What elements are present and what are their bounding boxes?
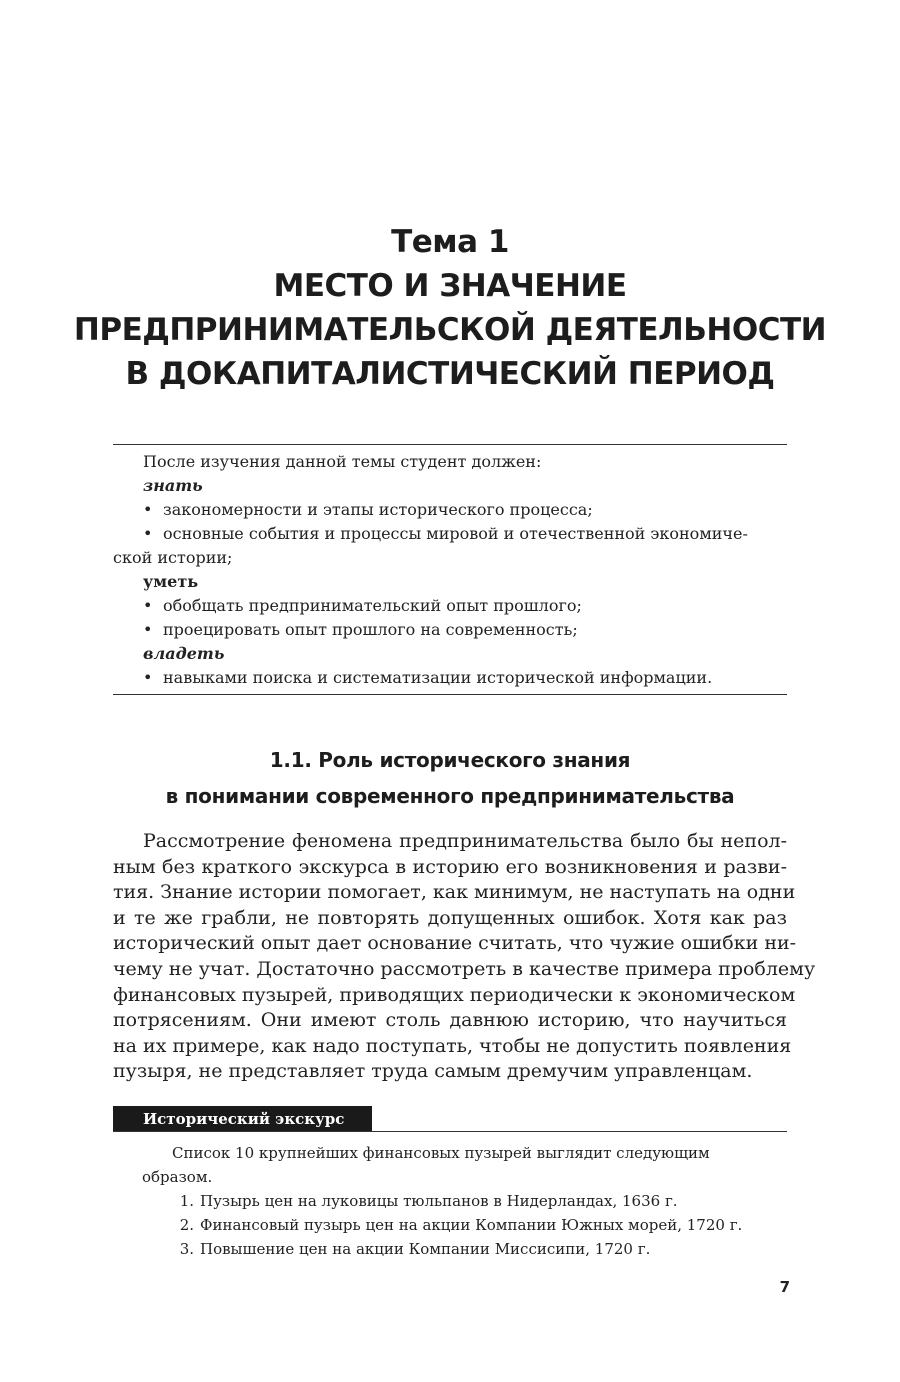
section-title	[0, 742, 900, 814]
paragraph-line: потрясениям. Они имеют столь давнюю историю, что научиться	[113, 1009, 787, 1032]
chapter-label: Тема 1	[391, 224, 509, 260]
list-item: • проецировать опыт прошлого на современность;	[113, 618, 787, 642]
excursus-content	[142, 1141, 772, 1261]
chapter-title-line: МЕСТО И ЗНАЧЕНИЕ	[273, 268, 627, 304]
excursus-heading: Исторический экскурс	[113, 1106, 372, 1132]
paragraph-line: чему не учат. Достаточно рассмотреть в качестве примера проблему	[113, 957, 816, 980]
page-number: 7	[779, 1278, 790, 1296]
list-item: • закономерности и этапы исторического процесса;	[113, 498, 787, 522]
paragraph-line: и те же грабли, не повторять допущенных ошибок. Хотя как раз	[113, 906, 787, 929]
item-number: 2.	[179, 1216, 194, 1234]
item-text: Финансовый пузырь цен на акции Компании Южных морей, 1720 г.	[200, 1216, 743, 1234]
goals-know-label: знать	[143, 476, 203, 495]
goals-own-label: владеть	[143, 644, 225, 663]
item-text: Пузырь цен на луковицы тюльпанов в Нидерландах, 1636 г.	[200, 1192, 678, 1210]
chapter-title-line: ПРЕДПРИНИМАТЕЛЬСКОЙ ДЕЯТЕЛЬНОСТИ	[73, 312, 827, 348]
item-text: Повышение цен на акции Компании Миссисипи, 1720 г.	[200, 1240, 651, 1258]
bullet-icon: •	[143, 668, 153, 687]
paragraph-line: ным без краткого экскурса в историю его возникновения и разви-	[113, 855, 787, 878]
paragraph-line: Рассмотрение феномена предпринимательства было бы непол-	[143, 830, 787, 852]
goals-bottom-rule	[113, 694, 787, 695]
paragraph-line: пузыря, не представляет труда самым дремучим управленцам.	[113, 1060, 753, 1083]
bullet-icon: •	[143, 620, 153, 639]
chapter-title-line: В ДОКАПИТАЛИСТИЧЕСКИЙ ПЕРИОД	[125, 356, 775, 392]
learning-goals	[113, 450, 787, 690]
section-title-line: 1.1. Роль исторического знания	[269, 748, 631, 772]
goals-can-label: уметь	[143, 572, 199, 591]
list-item: • обобщать предпринимательский опыт прошлого;	[113, 594, 787, 618]
excursus-intro-line: Список 10 крупнейших финансовых пузырей выглядит следующим	[172, 1144, 710, 1162]
goals-top-rule	[113, 444, 787, 445]
chapter-title	[0, 220, 900, 396]
item-number: 3.	[179, 1240, 194, 1258]
list-item-continuation: ской истории;	[113, 548, 233, 567]
goals-intro: После изучения данной темы студент должен:	[143, 452, 542, 471]
bullet-icon: •	[143, 596, 153, 615]
list-item	[172, 1237, 772, 1261]
list-item	[172, 1189, 772, 1213]
bullet-icon: •	[143, 500, 153, 519]
paragraph-line: исторический опыт дает основание считать, что чужие ошибки ни-	[113, 932, 797, 955]
excursus-rule	[113, 1131, 787, 1132]
body-paragraph	[113, 829, 816, 1085]
list-item	[172, 1213, 772, 1237]
list-item: • основные события и процессы мировой и отечественной экономиче-	[113, 522, 787, 546]
bullet-icon: •	[143, 524, 153, 543]
excursus-intro-line: образом.	[142, 1168, 213, 1186]
section-title-line: в понимании современного предпринимательства	[165, 784, 735, 808]
item-number: 1.	[179, 1192, 194, 1210]
paragraph-line: на их примере, как надо поступать, чтобы не допустить появления	[113, 1034, 792, 1057]
paragraph-line: тия. Знание истории помогает, как минимум, не наступать на одни	[113, 881, 796, 904]
list-item: • навыками поиска и систематизации исторической информации.	[113, 666, 787, 690]
paragraph-line: финансовых пузырей, приводящих периодически к экономическом	[113, 983, 796, 1006]
